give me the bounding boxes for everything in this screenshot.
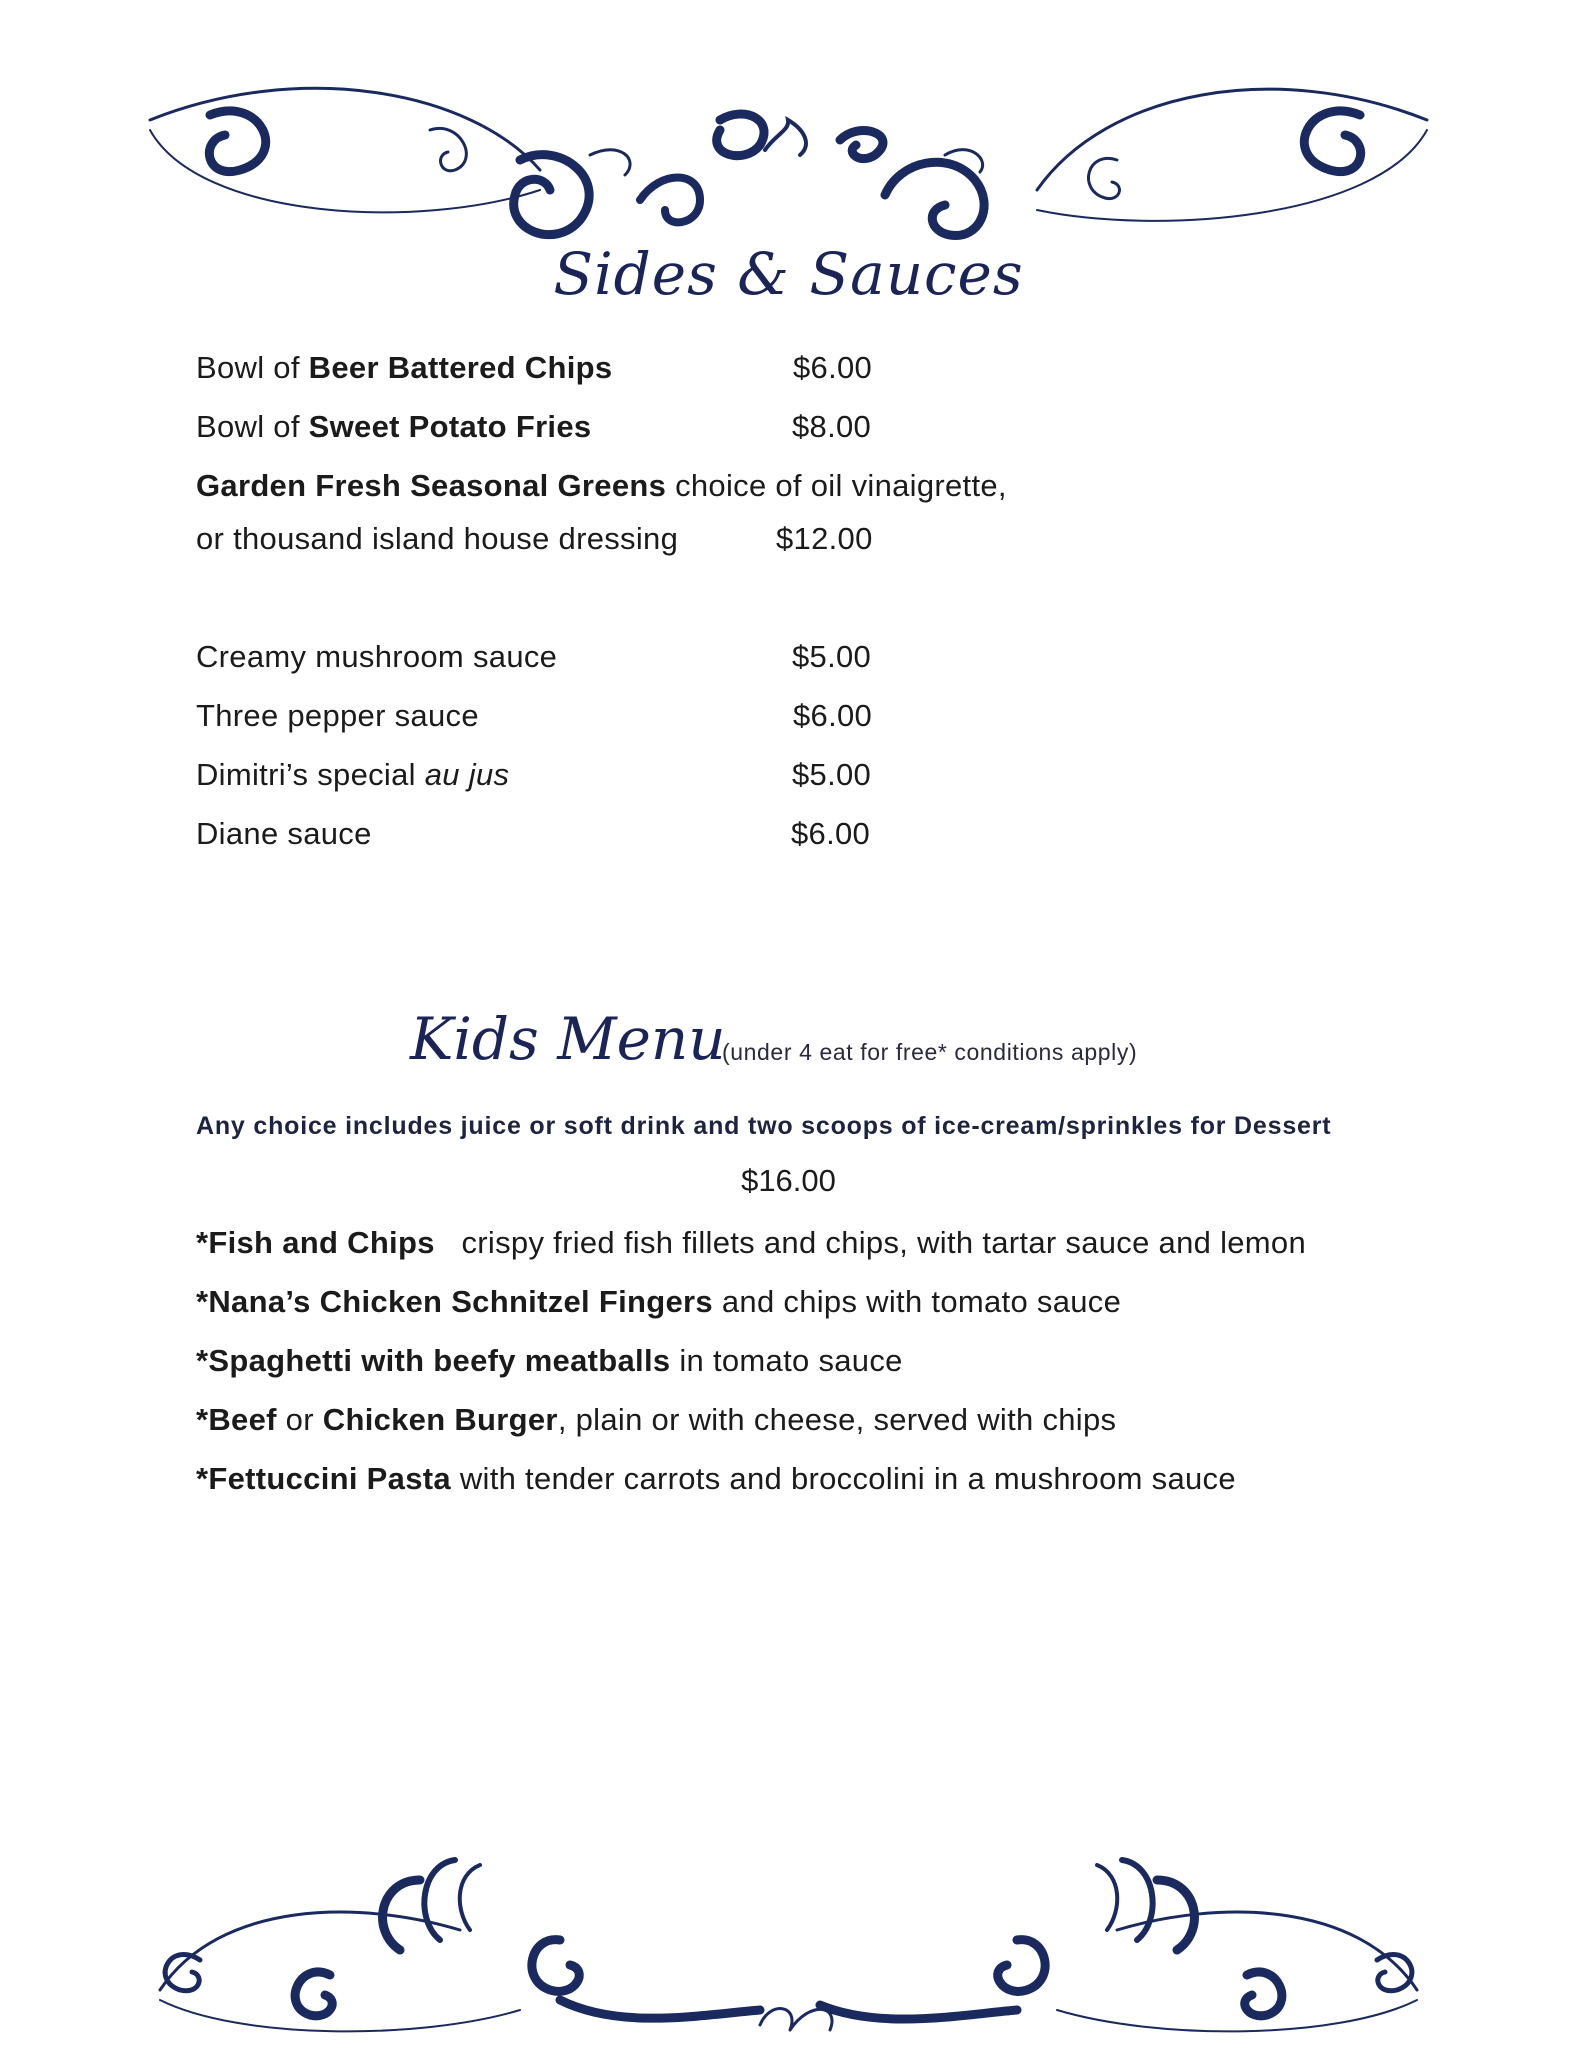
side-item: Bowl of Sweet Potato Fries xyxy=(196,409,592,444)
kids-includes: Any choice includes juice or soft drink and two scoops of ice-cream/sprinkles for Dessert xyxy=(196,1112,1332,1140)
sauce-price: $5.00 xyxy=(792,757,872,792)
bottom-ornament xyxy=(0,1840,1577,2048)
side-price: $6.00 xyxy=(793,350,873,385)
side-price: $8.00 xyxy=(792,409,872,444)
side-item: or thousand island house dressing xyxy=(196,521,679,556)
kids-item: *Beef or Chicken Burger, plain or with cheese, served with chips xyxy=(196,1402,1117,1437)
kids-item: *Fish and Chips crispy fried fish fillets and chips, with tartar sauce and lemon xyxy=(196,1225,1307,1260)
sauce-item: Creamy mushroom sauce xyxy=(196,639,558,674)
side-item: Garden Fresh Seasonal Greens choice of oil vinaigrette, xyxy=(196,468,1007,503)
kids-item: *Spaghetti with beefy meatballs in tomato sauce xyxy=(196,1343,903,1378)
sauce-price: $6.00 xyxy=(793,698,873,733)
sauce-item: Three pepper sauce xyxy=(196,698,479,733)
side-price: $12.00 xyxy=(776,521,873,556)
top-ornament xyxy=(0,60,1577,250)
kids-title: Kids Menu xyxy=(410,1005,726,1073)
kids-item: *Nana’s Chicken Schnitzel Fingers and chips with tomato sauce xyxy=(196,1284,1122,1319)
kids-item: *Fettuccini Pasta with tender carrots and broccolini in a mushroom sauce xyxy=(196,1461,1236,1496)
sauce-price: $6.00 xyxy=(791,816,871,851)
kids-price: $16.00 xyxy=(741,1163,836,1198)
sauce-price: $5.00 xyxy=(792,639,872,674)
sauce-item: Diane sauce xyxy=(196,816,372,851)
kids-note: (under 4 eat for free* conditions apply) xyxy=(722,1039,1138,1065)
side-item: Bowl of Beer Battered Chips xyxy=(196,350,613,385)
sauce-item: Dimitri’s special au jus xyxy=(196,757,510,792)
sides-title: Sides & Sauces xyxy=(553,240,1024,308)
